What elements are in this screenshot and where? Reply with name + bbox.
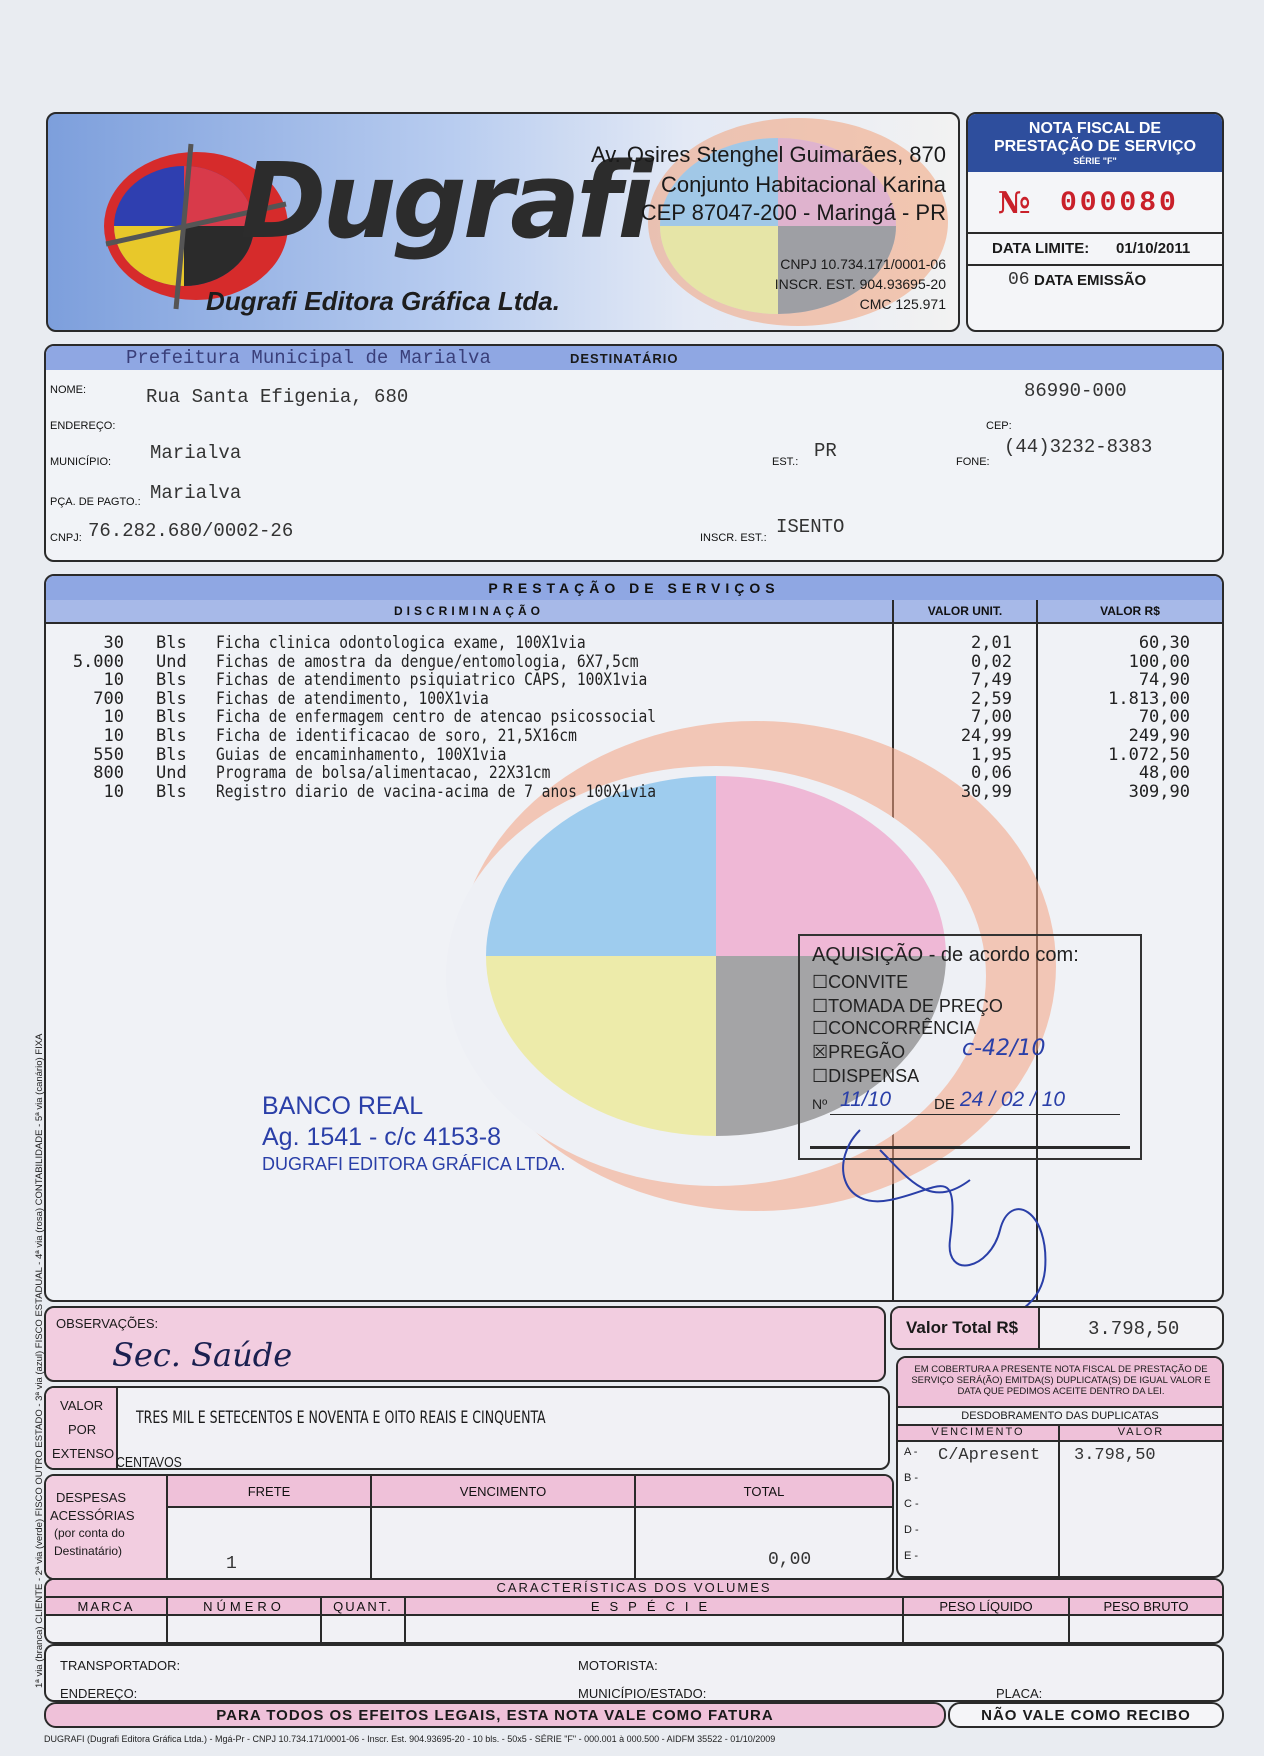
item-description: Programa de bolsa/alimentacao, 22X31cm xyxy=(216,763,551,784)
item-description: Ficha clinica odontologica exame, 100X1via xyxy=(216,633,586,653)
despesas-box xyxy=(44,1474,894,1580)
col-total: TOTAL xyxy=(743,1484,785,1499)
item-description: Fichas de atendimento, 100X1via xyxy=(216,688,489,709)
opt-convite: ☐CONVITE xyxy=(812,972,909,992)
observacoes-label: OBSERVAÇÕES: xyxy=(56,1316,159,1331)
frete-value: 1 xyxy=(226,1554,237,1574)
opt-tomada: ☐TOMADA DE PREÇO xyxy=(812,996,1003,1016)
fatura-text: PARA TODOS OS EFEITOS LEGAIS, ESTA NOTA VALE COMO FATURA xyxy=(216,1707,774,1724)
pca-pagto-value: Marialva xyxy=(150,482,242,504)
volumes-box xyxy=(44,1578,1224,1644)
item-description: Ficha de identificacao de soro, 21,5X16cm xyxy=(216,726,577,746)
aquisicao-numero-label: Nº xyxy=(812,1096,828,1112)
dup-row-letter: B - xyxy=(904,1472,919,1484)
bank-account: Ag. 1541 - c/c 4153-8 xyxy=(262,1123,502,1151)
dup-col-valor: VALOR xyxy=(1117,1426,1165,1438)
pregao-number-handwritten: c-42/10 xyxy=(962,1036,1046,1061)
transportador-label: TRANSPORTADOR: xyxy=(60,1658,181,1673)
checkbox-checked-icon: ☒ xyxy=(812,1042,829,1062)
checkbox-empty-icon: ☐ xyxy=(812,996,829,1016)
extenso-label-2: POR xyxy=(68,1422,97,1437)
item-unit-price: 7,00 xyxy=(971,707,1012,728)
est-label: EST.: xyxy=(772,456,799,468)
transporte-box xyxy=(44,1644,1224,1702)
despesas-label-2: ACESSÓRIAS xyxy=(50,1508,135,1523)
fone-value: (44)3232-8383 xyxy=(1004,436,1153,458)
item-unit-price: 30,99 xyxy=(960,781,1012,802)
opt-concorrencia: ☐CONCORRÊNCIA xyxy=(812,1018,977,1038)
nota-serie: SÉRIE "F" xyxy=(1073,156,1117,166)
endereco-value: Rua Santa Efigenia, 680 xyxy=(146,386,409,408)
extenso-line-1: TRES MIL E SETECENTOS E NOVENTA E OITO REAIS E CINQUENTA xyxy=(136,1408,546,1428)
est-value: PR xyxy=(814,440,837,462)
checkbox-empty-icon: ☐ xyxy=(812,972,829,992)
bank-holder: DUGRAFI EDITORA GRÁFICA LTDA. xyxy=(262,1154,566,1174)
item-unit: Und xyxy=(156,763,187,784)
servicos-title: PRESTAÇÃO DE SERVIÇOS xyxy=(46,576,1222,600)
data-emissao-label: DATA EMISSÃO xyxy=(1034,272,1147,289)
item-total: 1.813,00 xyxy=(1108,688,1190,709)
item-quantity: 550 xyxy=(93,744,124,765)
checkbox-empty-icon: ☐ xyxy=(812,1066,829,1086)
col-numero: NÚMERO xyxy=(203,1599,285,1614)
col-valor-unit: VALOR UNIT. xyxy=(894,600,1036,622)
destinatario-title: DESTINATÁRIO xyxy=(570,351,679,366)
nota-fiscal-box xyxy=(966,112,1224,332)
item-unit: Bls xyxy=(156,744,187,765)
observacoes-box xyxy=(44,1306,886,1382)
col-discriminacao: DISCRIMINAÇÃO xyxy=(46,600,892,622)
extenso-box xyxy=(44,1386,890,1470)
volumes-title: CARACTERÍSTICAS DOS VOLUMES xyxy=(496,1580,772,1595)
col-vencimento: VENCIMENTO xyxy=(459,1484,547,1499)
header-cnpj: CNPJ 10.734.171/0001-06 xyxy=(780,256,946,272)
item-unit-price: 1,95 xyxy=(971,744,1012,765)
fatura-bar xyxy=(44,1702,946,1728)
item-total: 100,00 xyxy=(1128,651,1190,672)
nota-title-2: PRESTAÇÃO DE SERVIÇO xyxy=(993,138,1197,155)
dup-row-letter: D - xyxy=(904,1524,919,1536)
item-quantity: 10 xyxy=(103,707,124,728)
company-name: Dugrafi Editora Gráfica Ltda. xyxy=(206,286,560,316)
col-peso-liquido: PESO LÍQUIDO xyxy=(939,1599,1033,1614)
col-quant: QUANT. xyxy=(333,1599,393,1614)
nota-title-bar xyxy=(968,114,1222,172)
cep-label: CEP: xyxy=(986,420,1012,432)
cnpj-value: 76.282.680/0002-26 xyxy=(88,520,294,542)
address-line-3: CEP 87047-200 - Maringá - PR xyxy=(640,200,946,225)
header-cmc: CMC 125.971 xyxy=(859,296,946,312)
item-unit-price: 7,49 xyxy=(971,670,1012,691)
despesas-label-1: DESPESAS xyxy=(56,1490,127,1505)
dup-row-vencimento: C/Apresent xyxy=(938,1446,1041,1465)
item-unit-price: 24,99 xyxy=(960,726,1012,746)
aquisicao-data: 24 / 02 / 10 xyxy=(960,1088,1066,1111)
dup-row-valor: 3.798,50 xyxy=(1074,1446,1156,1465)
valor-total-value: 3.798,50 xyxy=(1088,1318,1180,1340)
transp-municipio-label: MUNICÍPIO/ESTADO: xyxy=(578,1686,707,1701)
observacoes-handwritten: Sec. Saúde xyxy=(112,1336,293,1374)
nota-title-1: NOTA FISCAL DE xyxy=(1028,120,1162,137)
col-marca: MARCA xyxy=(77,1599,135,1614)
valor-total-label: Valor Total R$ xyxy=(906,1318,1019,1337)
col-especie: ESPÉCIE xyxy=(590,1599,718,1614)
motorista-label: MOTORISTA: xyxy=(578,1658,658,1673)
item-unit-price: 0,02 xyxy=(971,651,1012,672)
item-quantity: 5.000 xyxy=(72,651,124,672)
inscr-est-value: ISENTO xyxy=(776,516,845,538)
placa-label: PLACA: xyxy=(996,1686,1043,1701)
checkbox-empty-icon: ☐ xyxy=(812,1018,829,1038)
item-unit: Bls xyxy=(156,688,187,709)
col-frete: FRETE xyxy=(247,1484,291,1499)
data-limite-label: DATA LIMITE: xyxy=(992,240,1090,257)
item-quantity: 10 xyxy=(103,781,124,802)
dup-col-vencimento: VENCIMENTO xyxy=(931,1426,1025,1438)
item-total: 74,90 xyxy=(1138,670,1190,691)
opt-pregao: ☒PREGÃO xyxy=(812,1042,906,1062)
item-quantity: 800 xyxy=(93,763,124,784)
cobertura-text: EM COBERTURA A PRESENTE NOTA FISCAL DE PRESTAÇÃO DE SERVIÇO SERÁ(ÃO) EMITDA(S) DUPLICATA(S) DE IGUAL VALOR E DATA QUE PEDIMOS ACEITE DENTRO DA LEI. xyxy=(911,1364,1211,1397)
item-total: 1.072,50 xyxy=(1108,744,1190,765)
header-inscr-est: INSCR. EST. 904.93695-20 xyxy=(774,276,946,292)
aquisicao-de-label: DE xyxy=(934,1096,955,1113)
duplicatas-title: DESDOBRAMENTO DAS DUPLICATAS xyxy=(961,1410,1159,1422)
item-quantity: 30 xyxy=(103,633,124,653)
dup-row-letter: E - xyxy=(904,1550,919,1562)
nota-numero: 000080 xyxy=(1060,188,1179,219)
despesas-label-3: (por conta do xyxy=(54,1526,125,1540)
cep-value: 86990-000 xyxy=(1024,380,1127,402)
extenso-label-1: VALOR xyxy=(60,1398,104,1413)
municipio-value: Marialva xyxy=(150,442,242,464)
item-unit-price: 2,59 xyxy=(971,688,1012,709)
extenso-label-3: EXTENSO xyxy=(52,1446,115,1461)
item-unit-price: 0,06 xyxy=(971,763,1012,784)
item-quantity: 10 xyxy=(103,670,124,691)
despesas-label-4: Destinatário) xyxy=(54,1544,123,1558)
dup-row-letter: C - xyxy=(904,1498,919,1510)
item-total: 60,30 xyxy=(1138,633,1190,653)
aquisicao-title: AQUISIÇÃO - de acordo com: xyxy=(812,944,1079,966)
logo-wordmark: Dugrafi xyxy=(240,140,650,262)
item-description: Registro diario de vacina-acima de 7 anos 100X1via xyxy=(216,781,657,802)
recibo-text: NÃO VALE COMO RECIBO xyxy=(981,1707,1191,1724)
item-unit: Bls xyxy=(156,726,187,746)
opt-dispensa: ☐DISPENSA xyxy=(812,1066,920,1086)
item-description: Fichas de atendimento psiquiatrico CAPS, 100X1via xyxy=(216,670,648,691)
nome-value: Prefeitura Municipal de Marialva xyxy=(126,347,491,369)
dup-row-letter: A - xyxy=(904,1446,918,1458)
cnpj-label: CNPJ: xyxy=(50,532,82,544)
extenso-line-2: CENTAVOS xyxy=(116,1454,182,1471)
side-vias-text: 1ª via (branca) CLIENTE - 2ª via (verde) FISCO OUTRO ESTADO - 3ª via (azul) FISCO ESTADUAL - 4ª via (rosa) CONTABILIDADE - 5ª via (canário) FIXA xyxy=(34,1033,45,1688)
item-total: 70,00 xyxy=(1138,707,1190,728)
item-unit: Und xyxy=(156,651,187,672)
item-description: Guias de encaminhamento, 100X1via xyxy=(216,744,507,765)
transp-endereco-label: ENDEREÇO: xyxy=(60,1686,138,1701)
municipio-label: MUNICÍPIO: xyxy=(50,456,112,468)
item-unit: Bls xyxy=(156,633,187,653)
bank-stamp xyxy=(262,1092,565,1175)
bank-name: BANCO REAL xyxy=(262,1092,424,1120)
item-unit: Bls xyxy=(156,781,187,802)
nota-numero-label: № xyxy=(998,186,1031,221)
valor-total-box xyxy=(890,1306,1224,1350)
aquisicao-numero: 11/10 xyxy=(840,1088,891,1111)
duplicatas-box xyxy=(896,1356,1224,1578)
pca-pagto-label: PÇA. DE PAGTO.: xyxy=(50,496,141,508)
inscr-est-label: INSCR. EST.: xyxy=(700,532,767,544)
item-description: Fichas de amostra da dengue/entomologia, 6X7,5cm xyxy=(216,651,639,672)
data-limite: 01/10/2011 xyxy=(1116,240,1191,257)
endereco-label: ENDEREÇO: xyxy=(50,420,116,432)
total-value: 0,00 xyxy=(768,1550,812,1570)
item-unit: Bls xyxy=(156,707,187,728)
data-emissao-prefix: 06 xyxy=(1008,270,1030,290)
item-total: 309,90 xyxy=(1128,781,1190,802)
col-valor: VALOR R$ xyxy=(1038,600,1222,622)
item-description: Ficha de enfermagem centro de atencao psicossocial xyxy=(216,707,657,728)
item-unit-price: 2,01 xyxy=(971,633,1012,653)
item-total: 48,00 xyxy=(1138,763,1190,784)
item-quantity: 10 xyxy=(103,726,124,746)
fone-label: FONE: xyxy=(956,456,990,468)
nome-label: NOME: xyxy=(50,384,87,396)
item-unit: Bls xyxy=(156,670,187,691)
address-line-2: Conjunto Habitacional Karina xyxy=(661,172,946,197)
item-total: 249,90 xyxy=(1128,726,1190,746)
destinatario-box xyxy=(44,344,1224,562)
col-peso-bruto: PESO BRUTO xyxy=(1103,1599,1189,1614)
address-line-1: Av. Osires Stenghel Guimarães, 870 xyxy=(590,142,946,167)
item-quantity: 700 xyxy=(93,688,124,709)
recibo-bar xyxy=(948,1702,1224,1728)
imprint-text: DUGRAFI (Dugrafi Editora Gráfica Ltda.) - Mgá-Pr - CNPJ 10.734.171/0001-06 - Inscr. Est. 904.93695-20 - 10 bls. - 50x5 - SÉRIE "F" - 000.001 à 000.500 - AIDFM 35522 - 01/10/2009 xyxy=(44,1734,776,1744)
